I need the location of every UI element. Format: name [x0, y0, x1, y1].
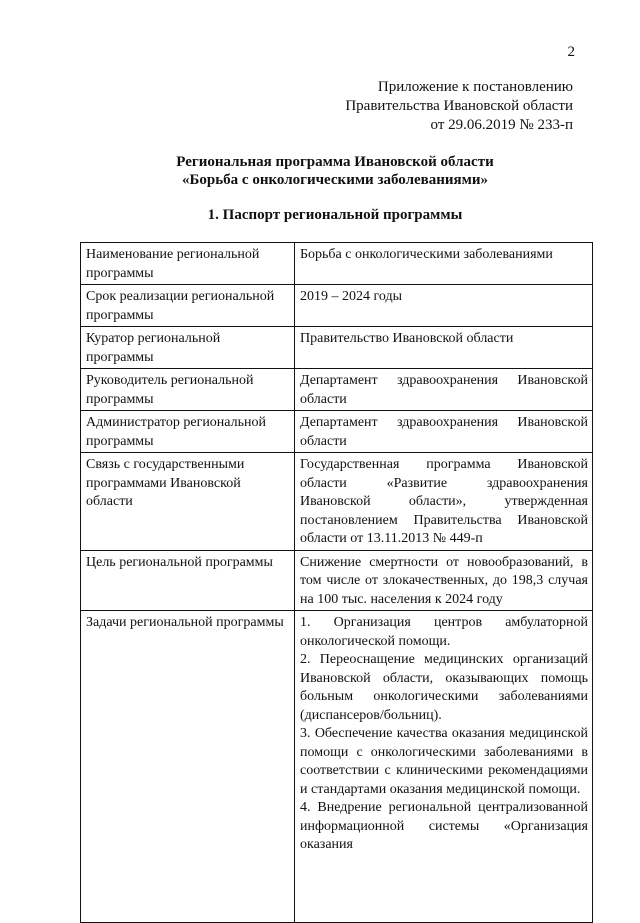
- tasks-label: Задачи региональной программы: [81, 611, 295, 923]
- table-row: [81, 369, 593, 411]
- row-label: Наименование региональной программы: [81, 243, 295, 285]
- appendix-reference: [233, 78, 573, 135]
- page-number: 2: [567, 44, 575, 60]
- table-row: [81, 243, 593, 285]
- row-value: 2019 – 2024 годы: [295, 285, 593, 327]
- row-value: Департамент здравоохранения Ивановской области: [295, 369, 593, 411]
- passport-table: [80, 242, 593, 923]
- tasks-list: [295, 611, 593, 923]
- row-value: Государственная программа Ивановской области «Развитие здравоохранения Ивановской области», утвержденная постановлением Правительства Ивановской области от 13.11.2013 № 449-п: [295, 453, 593, 551]
- row-label: Руководитель региональной программы: [81, 369, 295, 411]
- document-title-line-1: Региональная программа Ивановской области: [176, 154, 494, 170]
- row-label: Срок реализации региональной программы: [81, 285, 295, 327]
- row-value: Департамент здравоохранения Ивановской области: [295, 411, 593, 453]
- table-row: [81, 411, 593, 453]
- row-value: Снижение смертности от новообразований, в том числе от злокачественных, до 198,3 случая на 100 тыс. населения к 2024 году: [295, 550, 593, 611]
- row-value: Правительство Ивановской области: [295, 327, 593, 369]
- table-row-tasks: [81, 611, 593, 923]
- task-item-4: 4. Внедрение региональной централизованной информационной системы «Организация оказания: [300, 800, 588, 852]
- document-title-line-2: «Борьба с онкологическими заболеваниями»: [181, 172, 489, 188]
- row-label: Связь с государственными программами Ивановской области: [81, 453, 295, 551]
- table-row: [81, 550, 593, 611]
- row-label: Куратор региональной программы: [81, 327, 295, 369]
- document-title: [80, 153, 590, 189]
- appendix-line-2: Правительства Ивановской области: [345, 98, 573, 114]
- row-label: Цель региональной программы: [81, 550, 295, 611]
- row-label: Администратор региональной программы: [81, 411, 295, 453]
- table-row: [81, 327, 593, 369]
- table-row: [81, 285, 593, 327]
- tasks-list-clip: [300, 614, 588, 921]
- row-value: Борьба с онкологическими заболеваниями: [295, 243, 593, 285]
- task-item-3: 3. Обеспечение качества оказания медицинской помощи с онкологическими заболеваниями в соответствии с клиническими рекомендациями и стандартами оказания медицинской помощи.: [300, 726, 588, 797]
- appendix-line-3: от 29.06.2019 № 233-п: [430, 117, 573, 133]
- section-heading: 1. Паспорт региональной программы: [207, 207, 463, 223]
- table-row: [81, 453, 593, 551]
- task-item-1: 1. Организация центров амбулаторной онкологической помощи.: [300, 615, 588, 649]
- appendix-line-1: Приложение к постановлению: [377, 79, 573, 95]
- task-item-2: 2. Переоснащение медицинских организаций Ивановской области, оказывающих помощь больным онкологическими заболеваниями (диспансеров/больниц).: [300, 652, 588, 723]
